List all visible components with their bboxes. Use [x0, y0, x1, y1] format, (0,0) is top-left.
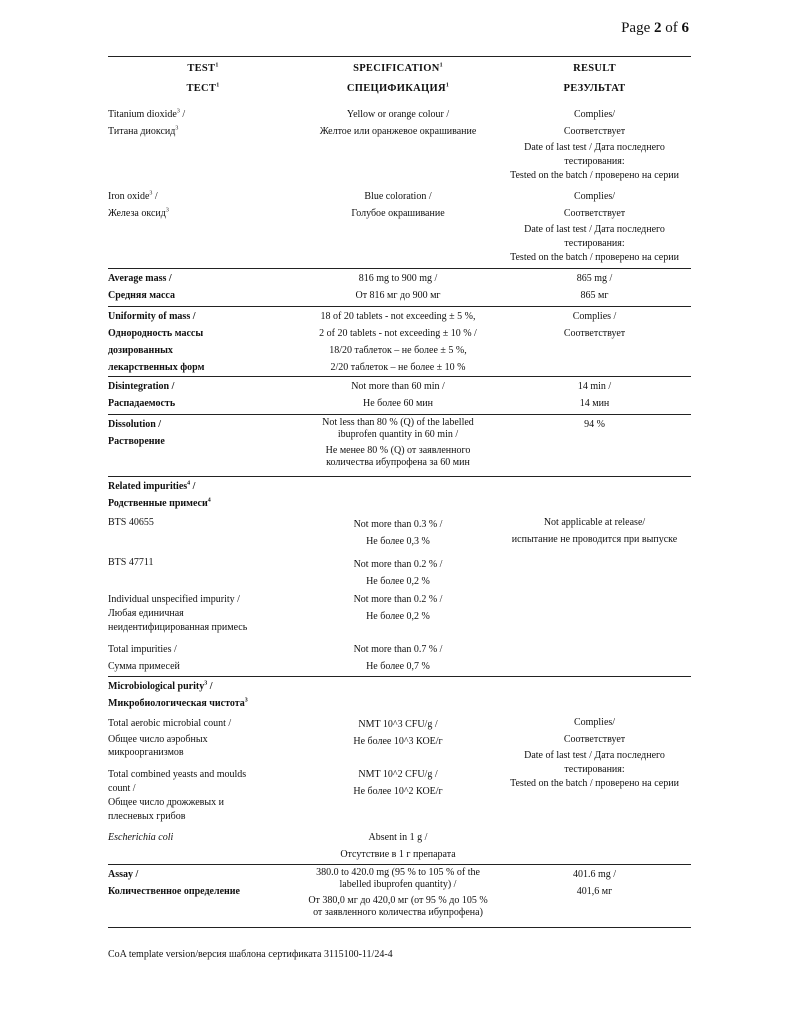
row-ecoli-test: Escherichia coli — [108, 832, 174, 843]
header-test: TEST$^1$ ТЕСТ$^1$ — [186, 62, 220, 94]
rule — [108, 268, 691, 269]
row-assay-result: 401.6 mg / 401,6 мг — [572, 869, 617, 897]
bottom-rule — [108, 927, 691, 928]
row-individual-impurity-test: Individual unspecified impurity / Любая единичная неидентифицированная примесь — [108, 594, 248, 633]
rule — [108, 414, 691, 415]
row-assay-test: Assay / Количественное определение — [108, 869, 240, 897]
row-dissolution-test: Dissolution / Растворение — [108, 419, 165, 447]
row-iron-test: Iron oxide$^3$ / Железа оксид$^3$ — [108, 190, 169, 219]
rule — [108, 306, 691, 307]
rule — [108, 476, 691, 477]
related-impurities-title: Related impurities$^4$ / Родственные примеси$^4$ — [108, 480, 211, 509]
row-average-mass-spec: 816 mg to 900 mg / От 816 мг до 900 мг — [355, 273, 441, 301]
rule — [108, 864, 691, 865]
top-rule — [108, 56, 691, 57]
row-disintegration-result: 14 min / 14 мин — [577, 381, 612, 409]
microbiological-purity-result: Complies/ Соответствует Date of last test / Дата последнего тестирования: Tested on the batch / проверено на серии — [510, 717, 679, 789]
row-dissolution-spec: Not less than 80 % (Q) of the labelled ibuprofen quantity in 60 min / Не менее 80 % (Q) от заявленного количества ибупрофена за 60 мин — [322, 417, 474, 468]
row-assay-spec: 380.0 to 420.0 mg (95 % to 105 % of the labelled ibuprofen quantity) / От 380,0 мг до 420,0 мг (от 95 % до 105 % от заявленного количества ибупрофена) — [308, 867, 488, 918]
row-individual-impurity-spec: Not more than 0.2 % / Не более 0,2 % — [353, 594, 443, 622]
row-average-mass-result: 865 mg / 865 мг — [576, 273, 613, 301]
row-tymc-spec: NMT 10^2 CFU/g / Не более 10^2 КОЕ/г — [353, 769, 443, 797]
header-result: RESULT РЕЗУЛЬТАТ — [563, 63, 626, 94]
row-iron-result: Complies/ Соответствует Date of last test / Дата последнего тестирования: Tested on the batch / проверено на серии — [510, 191, 679, 263]
row-dissolution-result: 94 % — [584, 419, 605, 430]
row-titanium-spec: Yellow or orange colour / Желтое или оранжевое окрашивание — [319, 109, 477, 137]
row-ecoli-spec: Absent in 1 g / Отсутствие в 1 г препарата — [340, 832, 456, 860]
row-disintegration-spec: Not more than 60 min / Не более 60 мин — [351, 381, 445, 409]
row-bts40655-spec: Not more than 0.3 % / Не более 0,3 % — [353, 519, 443, 547]
row-bts47711-spec: Not more than 0.2 % / Не более 0,2 % — [353, 559, 443, 587]
row-bts47711-test: BTS 47711 — [108, 557, 154, 568]
row-uniformity-spec: 18 of 20 tablets - not exceeding ± 5 %, 2 of 20 tablets - not exceeding ± 10 % / 18/20 таблеток – не более ± 5 %, 2/20 таблеток – не более ± 10 % — [319, 311, 477, 373]
row-total-impurities-spec: Not more than 0.7 % / Не более 0,7 % — [353, 644, 443, 672]
microbiological-purity-title: Microbiological purity$^3$ / Микробиологическая чистота$^3$ — [108, 680, 248, 709]
row-uniformity-result: Complies / Соответствует — [563, 311, 626, 339]
row-tamc-test: Total aerobic microbial count / Общее число аэробных микроорганизмов — [108, 718, 232, 758]
row-average-mass-test: Average mass / Средняя масса — [108, 273, 175, 301]
row-bts40655-test: BTS 40655 — [108, 517, 154, 528]
page-current: 2 — [654, 20, 662, 36]
row-tamc-spec: NMT 10^3 CFU/g / Не более 10^3 КОЕ/г — [353, 719, 443, 747]
page-number: Page 2 of 6 — [621, 20, 689, 36]
page-total: 6 — [681, 20, 689, 36]
row-disintegration-test: Disintegration / Распадаемость — [108, 381, 176, 409]
row-total-impurities-test: Total impurities / Сумма примесей — [108, 644, 180, 672]
header-specification: SPECIFICATION$^1$ СПЕЦИФИКАЦИЯ$^1$ — [346, 62, 450, 94]
row-titanium-result: Complies/ Соответствует Date of last test / Дата последнего тестирования: Tested on the batch / проверено на серии — [510, 109, 679, 181]
row-iron-spec: Blue coloration / Голубое окрашивание — [351, 191, 445, 219]
related-impurities-result: Not applicable at release/ испытание не проводится при выпуске — [511, 517, 678, 545]
row-titanium-test: Titanium dioxide$^3$ / Титана диоксид$^3$ — [108, 108, 186, 137]
row-tymc-test: Total combined yeasts and moulds count / Общее число дрожжевых и плесневых грибов — [108, 769, 247, 822]
template-version-footer: CoA template version/версия шаблона сертификата 3115100-11/24-4 — [108, 949, 393, 960]
rule — [108, 376, 691, 377]
rule — [108, 676, 691, 677]
row-uniformity-test: Uniformity of mass / Однородность массы дозированных лекарственных форм — [108, 311, 205, 373]
